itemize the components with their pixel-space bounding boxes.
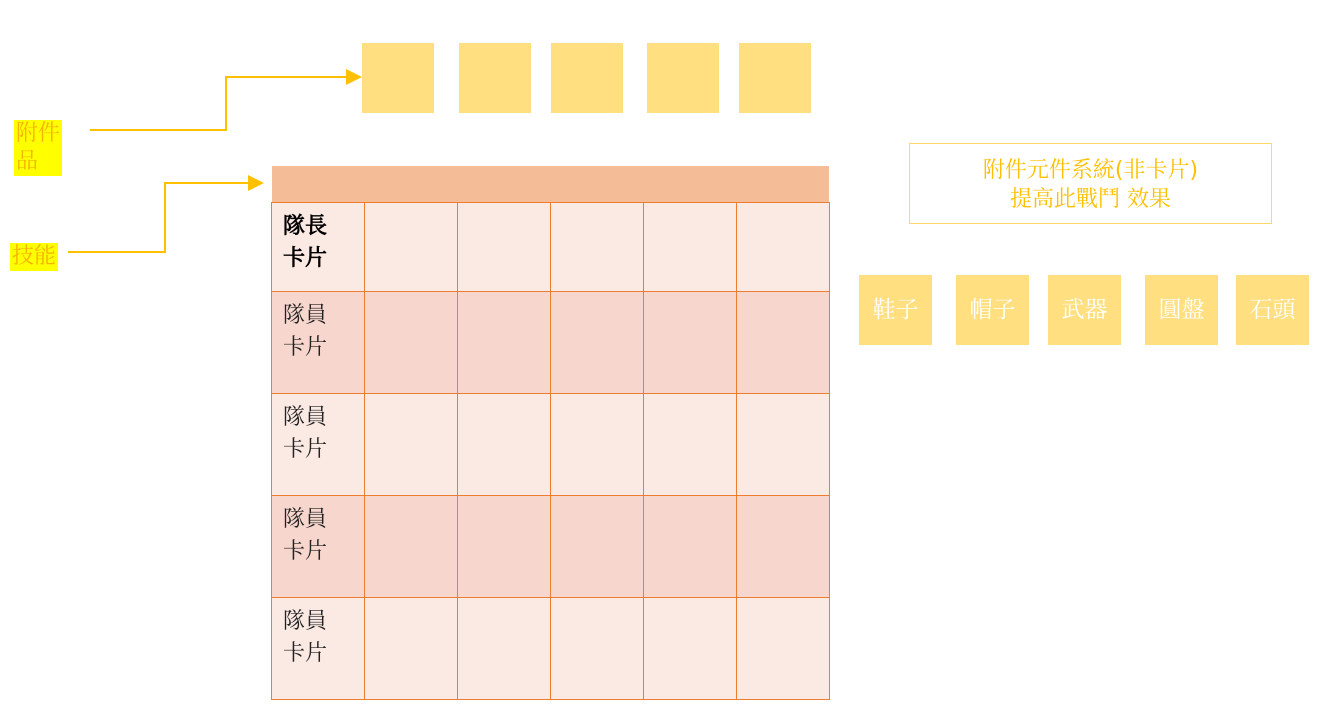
grid-cell: [737, 394, 830, 496]
item-shoes: 鞋子: [859, 275, 932, 345]
table-row: [272, 598, 830, 700]
grid-cell: [365, 203, 458, 292]
grid-cell: [644, 394, 737, 496]
grid-cell: [365, 292, 458, 394]
table-row: [272, 203, 830, 292]
item-disc: 圓盤: [1145, 275, 1218, 345]
card-grid: [271, 202, 830, 700]
leader-card-label: 隊長 卡片: [283, 214, 328, 271]
grid-cell: [737, 598, 830, 700]
skill-label: 技能: [12, 244, 57, 269]
grid-cell: [737, 496, 830, 598]
grid-cell: [458, 496, 551, 598]
grid-cell: [551, 203, 644, 292]
member-card-label: 隊員 卡片: [283, 303, 328, 360]
grid-cell: [644, 203, 737, 292]
member-card-label: 隊員 卡片: [283, 609, 328, 666]
grid-cell: [644, 598, 737, 700]
grid-cell: [551, 292, 644, 394]
accessory-connector: [90, 77, 360, 130]
info-line-2: 提高此戰鬥 效果: [1010, 187, 1171, 212]
grid-cell: [644, 496, 737, 598]
accessory-slot-3: [551, 43, 623, 113]
grid-cell: [737, 203, 830, 292]
skill-header-bar: [272, 166, 829, 202]
grid-cell: [458, 394, 551, 496]
info-line-1: 附件元件系統(非卡片): [982, 158, 1199, 183]
accessory-slot-4: [647, 43, 719, 113]
table-row: [272, 292, 830, 394]
accessory-slot-5: [739, 43, 811, 113]
accessory-slot-1: [362, 43, 434, 113]
grid-cell: [458, 598, 551, 700]
item-weapon: 武器: [1048, 275, 1121, 345]
item-stone: 石頭: [1236, 275, 1309, 345]
accessory-system-note: [909, 143, 1272, 224]
grid-cell: [458, 292, 551, 394]
grid-cell: [737, 292, 830, 394]
table-row: [272, 394, 830, 496]
item-hat: 帽子: [956, 275, 1029, 345]
grid-cell: [458, 203, 551, 292]
grid-cell: [551, 496, 644, 598]
accessory-label: 附件 品: [16, 121, 61, 174]
member-card-label: 隊員 卡片: [283, 507, 328, 564]
grid-cell: [365, 496, 458, 598]
table-row: [272, 496, 830, 598]
grid-cell: [551, 394, 644, 496]
grid-cell: [644, 292, 737, 394]
skill-connector: [68, 183, 262, 252]
grid-cell: [365, 598, 458, 700]
grid-cell: [551, 598, 644, 700]
grid-cell: [365, 394, 458, 496]
accessory-slot-2: [459, 43, 531, 113]
member-card-label: 隊員 卡片: [283, 405, 328, 462]
